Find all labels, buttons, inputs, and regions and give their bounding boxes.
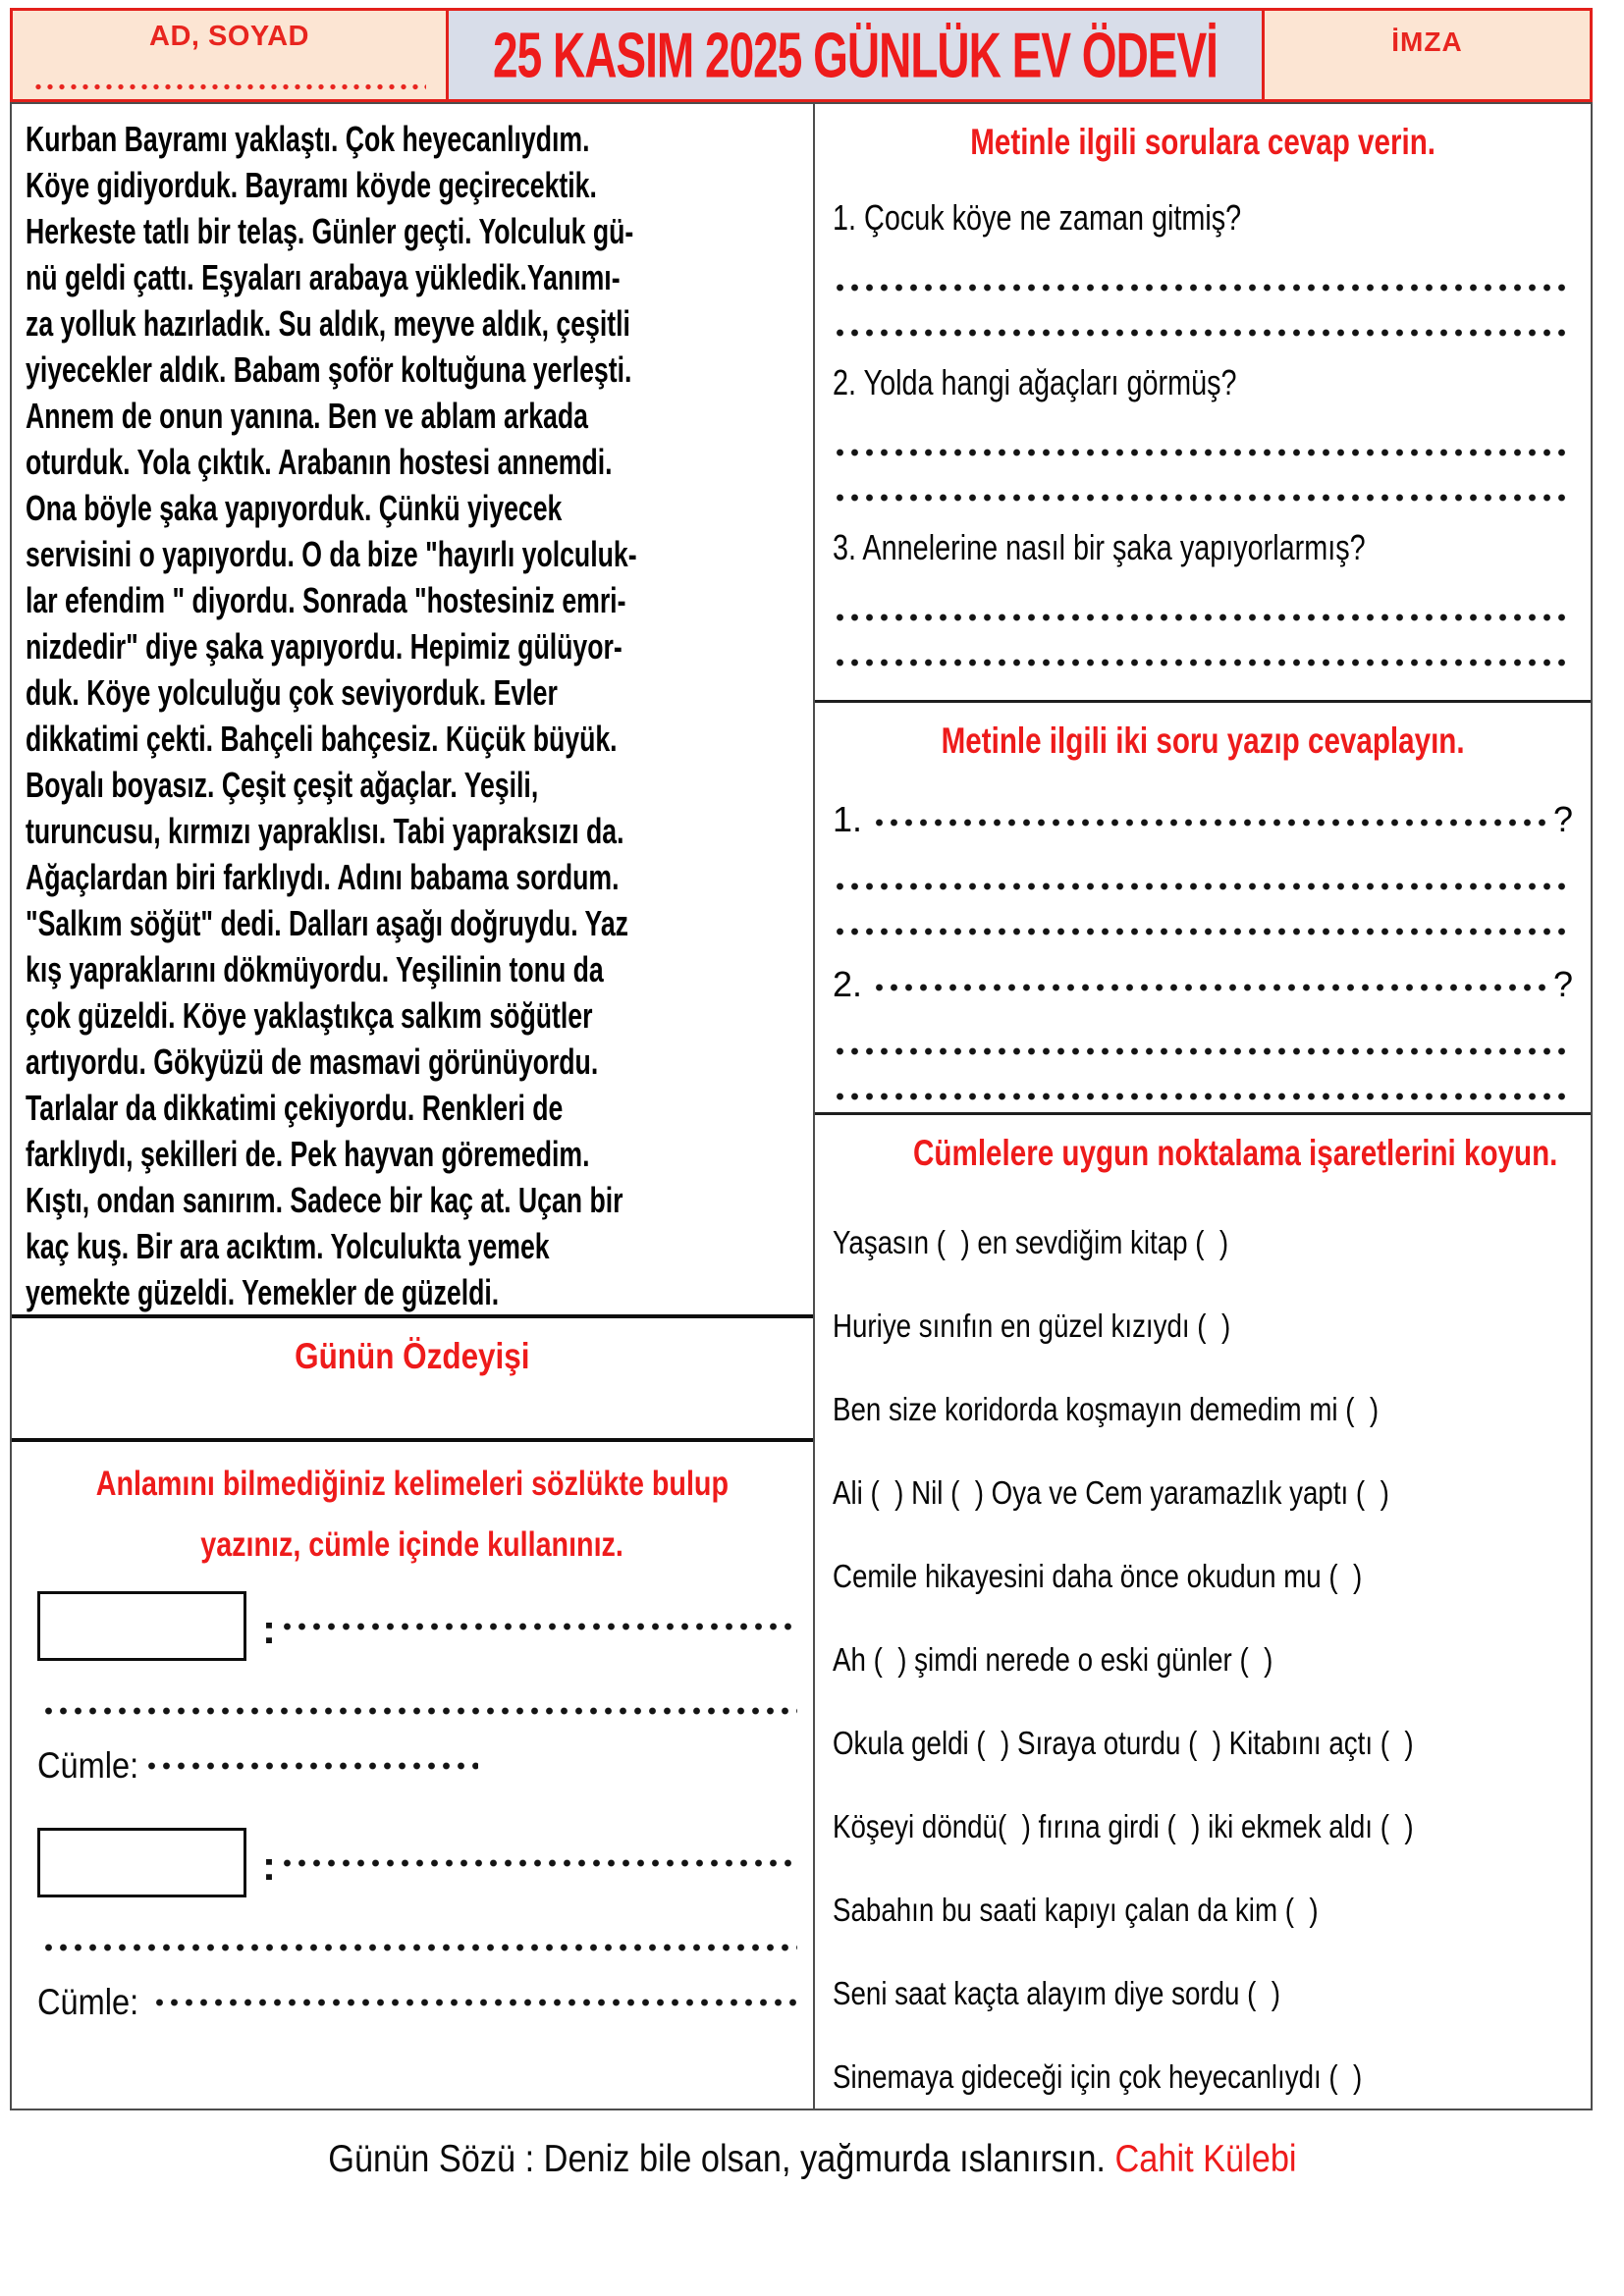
punctuation-sentence[interactable]: Okula geldi ( ) Sıraya oturdu ( ) Kitabını açtı ( )	[833, 1725, 1414, 1761]
vocabulary-instruction-line2: yazınız, cümle içinde kullanınız.	[200, 1525, 624, 1564]
right-column	[815, 104, 1591, 2109]
vocabulary-instruction	[24, 1454, 801, 1575]
footer-label: Günün Sözü :	[327, 2138, 534, 2180]
punctuation-sentence[interactable]: Ali ( ) Nil ( ) Oya ve Cem yaramazlık yaptı ( )	[833, 1474, 1389, 1511]
word-meaning-line-2b[interactable]	[41, 1943, 797, 1952]
sentence-line-2[interactable]	[152, 1998, 797, 2007]
passage-line: Annem de onun yanına. Ben ve ablam arkada	[26, 396, 588, 436]
passage-line: çok güzeldi. Köye yaklaştıkça salkım söğütler	[26, 995, 593, 1036]
write-questions-section	[815, 703, 1591, 1115]
word-meaning-line-1b[interactable]	[41, 1706, 797, 1716]
write-questions-title: Metinle ilgili iki soru yazıp cevaplayın.	[941, 721, 1465, 761]
passage-line: "Salkım söğüt" dedi. Dalları aşağı doğruydu. Yaz	[26, 903, 628, 943]
passage-line: Köye gidiyorduk. Bayramı köyde geçirecektik.	[26, 165, 597, 205]
vocabulary-section	[12, 1442, 813, 2109]
answer-line[interactable]	[833, 927, 1573, 936]
answer-line[interactable]	[833, 1046, 1573, 1056]
passage-line: Herkeste tatlı bir telaş. Günler geçti. Yolculuk gü-	[26, 211, 634, 251]
question-text: 2. Yolda hangi ağaçları görmüş?	[833, 362, 1237, 402]
reading-passage	[12, 104, 813, 1314]
punctuation-sentence[interactable]: Huriye sınıfın en güzel kızıydı ( )	[833, 1308, 1231, 1344]
answer-line[interactable]	[833, 658, 1573, 667]
page-title: 25 KASIM 2025 GÜNLÜK EV ÖDEVİ	[493, 19, 1218, 91]
passage-line: za yolluk hazırladık. Su aldık, meyve aldık, çeşitli	[26, 303, 630, 344]
punctuation-sentence[interactable]: Seni saat kaçta alayım diye sordu ( )	[833, 1975, 1281, 2011]
title-cell	[449, 8, 1262, 102]
question-number: 2.	[833, 964, 863, 1004]
quote-of-day-box[interactable]	[12, 1314, 813, 1442]
question-mark: ?	[1552, 799, 1573, 839]
passage-line: Boyalı boyasız. Çeşit çeşit ağaçlar. Yeşili,	[26, 765, 539, 805]
word-box-1[interactable]	[37, 1591, 246, 1661]
word-meaning-line-1[interactable]	[280, 1622, 797, 1631]
name-fill-line[interactable]	[32, 83, 426, 90]
write-question-row	[833, 799, 1573, 840]
passage-line: nü geldi çattı. Eşyaları arabaya yükledik.Yanımı-	[26, 257, 621, 297]
passage-line: Tarlalar da dikkatimi çekiyordu. Renkleri de	[26, 1088, 564, 1128]
footer-quote: Deniz bile olsan, yağmurda ıslanırsın.	[543, 2138, 1106, 2180]
passage-line: Ona böyle şaka yapıyorduk. Çünkü yiyecek	[26, 488, 563, 528]
word-colon-2: :	[262, 1842, 276, 1889]
footer	[0, 2138, 1624, 2181]
answer-line[interactable]	[833, 881, 1573, 891]
answer-line[interactable]	[833, 493, 1573, 503]
answer-questions-list	[833, 194, 1573, 667]
passage-line: lar efendim " diyordu. Sonrada "hostesiniz emri-	[26, 580, 626, 620]
punctuation-section	[815, 1115, 1591, 2109]
passage-line: artıyordu. Gökyüzü de masmavi görünüyordu.	[26, 1041, 599, 1082]
answer-line[interactable]	[833, 613, 1573, 622]
punctuation-list	[833, 1218, 1573, 2102]
name-label: AD, SOYAD	[149, 21, 309, 52]
sentence-entry-2	[37, 1982, 797, 2023]
sentence-entry-1	[37, 1745, 797, 1787]
sentence-label-1: Cümle:	[37, 1745, 139, 1786]
passage-line: yiyecekler aldık. Babam şoför koltuğuna yerleşti.	[26, 349, 632, 390]
passage-lines	[26, 116, 807, 1314]
question-write-line[interactable]	[872, 983, 1545, 992]
punctuation-sentence[interactable]: Sabahın bu saati kapıyı çalan da kim ( )	[833, 1892, 1319, 1928]
sentence-label-2: Cümle:	[37, 1982, 139, 2022]
vocabulary-instruction-line1: Anlamını bilmediğiniz kelimeleri sözlükte bulup	[95, 1465, 730, 1503]
answer-questions-section	[815, 104, 1591, 703]
passage-line: nizdedir" diye şaka yapıyordu. Hepimiz gülüyor-	[26, 626, 623, 667]
passage-line: turuncusu, kırmızı yapraklısı. Tabi yapraksızı da.	[26, 811, 624, 851]
word-entry-1	[37, 1591, 797, 1661]
write-question-row	[833, 964, 1573, 1005]
punctuation-sentence[interactable]: Köşeyi döndü( ) fırına girdi ( ) iki ekmek aldı ( )	[833, 1808, 1414, 1844]
answer-line[interactable]	[833, 1092, 1573, 1101]
word-meaning-line-2[interactable]	[280, 1858, 797, 1868]
question-number: 1.	[833, 799, 863, 839]
footer-author: Cahit Külebi	[1114, 2138, 1297, 2180]
passage-line: kaç kuş. Bir ara acıktım. Yolculukta yemek	[26, 1226, 550, 1266]
passage-line: oturduk. Yola çıktık. Arabanın hostesi annemdi.	[26, 442, 613, 482]
passage-line: yemekte güzeldi. Yemekler de güzeldi.	[26, 1272, 500, 1312]
question-write-line[interactable]	[872, 818, 1545, 828]
passage-line: Ağaçlardan biri farklıydı. Adını babama sordum.	[26, 857, 620, 897]
passage-line: kış yapraklarını dökmüyordu. Yeşilinin tonu da	[26, 949, 604, 989]
word-entry-2	[37, 1828, 797, 1897]
passage-line: dikkatimi çekti. Bahçeli bahçesiz. Küçük büyük.	[26, 719, 618, 759]
question-text: 3. Annelerine nasıl bir şaka yapıyorlarmış?	[833, 527, 1366, 567]
answer-questions-title: Metinle ilgili sorulara cevap verin.	[970, 122, 1435, 162]
punctuation-sentence[interactable]: Sinemaya gideceği için çok heyecanlıydı ( )	[833, 2058, 1363, 2095]
content-frame	[10, 102, 1593, 2110]
punctuation-sentence[interactable]: Ah ( ) şimdi nerede o eski günler ( )	[833, 1641, 1273, 1678]
answer-line[interactable]	[833, 448, 1573, 457]
question-mark: ?	[1552, 964, 1573, 1004]
passage-line: Kurban Bayramı yaklaştı. Çok heyecanlıydım.	[26, 119, 590, 159]
passage-line: Kıştı, ondan sanırım. Sadece bir kaç at. Uçan bir	[26, 1180, 623, 1220]
passage-line: servisini o yapıyordu. O da bize "hayırlı yolculuk-	[26, 534, 637, 574]
punctuation-sentence[interactable]: Cemile hikayesini daha önce okudun mu ( )	[833, 1558, 1363, 1594]
header	[10, 8, 1593, 102]
question-text: 1. Çocuk köye ne zaman gitmiş?	[833, 197, 1242, 238]
signature-cell[interactable]	[1262, 8, 1593, 102]
name-cell	[10, 8, 449, 102]
word-colon-1: :	[262, 1605, 276, 1652]
sentence-line-1[interactable]	[144, 1761, 478, 1771]
answer-line[interactable]	[833, 283, 1573, 293]
word-box-2[interactable]	[37, 1828, 246, 1897]
signature-label: İMZA	[1391, 27, 1463, 57]
answer-line[interactable]	[833, 328, 1573, 338]
passage-line: duk. Köye yolculuğu çok seviyorduk. Evler	[26, 672, 558, 713]
passage-line: farklıydı, şekilleri de. Pek hayvan göremedim.	[26, 1134, 590, 1174]
left-column	[12, 104, 815, 2109]
quote-of-day-title: Günün Özdeyişi	[295, 1336, 530, 1376]
punctuation-sentence[interactable]: Yaşasın ( ) en sevdiğim kitap ( )	[833, 1224, 1229, 1260]
punctuation-title: Cümlelere uygun noktalama işaretlerini koyun.	[913, 1133, 1558, 1173]
punctuation-sentence[interactable]: Ben size koridorda koşmayın demedim mi ( )	[833, 1391, 1380, 1427]
write-questions-list	[833, 799, 1573, 1101]
